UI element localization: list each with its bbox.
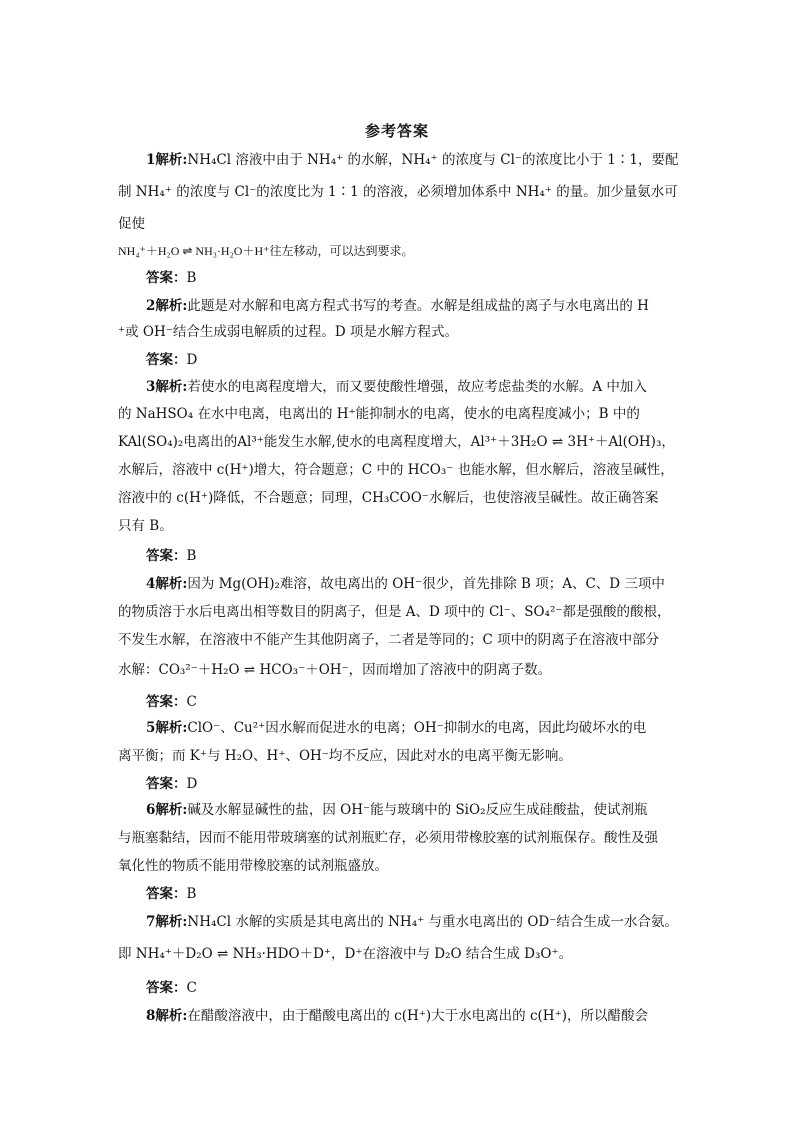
q8-label: 8解析: (146, 1008, 188, 1024)
q2-answer: 答案：D (146, 352, 198, 368)
q1-line-2: 制 NH₄⁺ 的浓度与 Cl⁻的浓度比为 1∶1 的溶液，必须增加体系中 NH₄⁺ 的量。加少量氨水可 (118, 184, 678, 200)
q1-line-3: 促使 (118, 216, 145, 232)
q3-line-2: 的 NaHSO₄ 在水中电离，电离出的 H⁺能抑制水的电离，使水的电离程度减小；B 中的 (118, 406, 640, 422)
q6-line-1: 6解析:碱及水解显碱性的盐，因 OH⁻能与玻璃中的 SiO₂反应生成硅酸盐，使试剂瓶 (146, 802, 648, 818)
q7-line-1: 7解析:NH₄Cl 水解的实质是其电离出的 NH₄⁺ 与重水电离出的 OD⁻结合生成一水合氨。 (146, 914, 678, 930)
q3-line-6: 只有 B。 (118, 518, 173, 534)
q2-line-2: ⁺或 OH⁻结合生成弱电解质的过程。D 项是水解方程式。 (118, 324, 458, 340)
q3-answer: 答案：B (146, 548, 197, 564)
q3-line-3: KAl(SO₄)₂电离出的Al³⁺能发生水解,使水的电离程度增大，Al³⁺＋3H₂O ⇌ 3H⁺＋Al(OH)₃， (118, 434, 675, 450)
q7-line-2: 即 NH₄⁺＋D₂O ⇌ NH₃·HDO＋D⁺，D⁺在溶液中与 D₂O 结合生成 D₃O⁺。 (118, 946, 573, 962)
q4-line-4: 水解：CO₃²⁻＋H₂O ⇌ HCO₃⁻＋OH⁻，因而增加了溶液中的阴离子数。 (118, 662, 552, 678)
q5-answer: 答案：D (146, 776, 198, 792)
q6-line-2: 与瓶塞黏结，因而不能用带玻璃塞的试剂瓶贮存，必须用带橡胶塞的试剂瓶保存。酸性及强 (118, 830, 658, 846)
q4-answer: 答案：C (146, 694, 197, 710)
q2-label: 2解析: (146, 298, 188, 314)
q4-line-2: 的物质溶于水后电离出相等数目的阴离子，但是 A、D 项中的 Cl⁻、SO₄²⁻都是强酸的酸根， (118, 604, 671, 620)
q4-line-3: 不发生水解，在溶液中不能产生其他阴离子，二者是等同的；C 项中的阴离子在溶液中部分 (118, 632, 660, 648)
q1-line-1: 1解析:NH₄Cl 溶液中由于 NH₄⁺ 的水解，NH₄⁺ 的浓度与 Cl⁻的浓度比小于 1∶1，要配 (146, 152, 679, 168)
q7-answer: 答案：C (146, 980, 197, 996)
q4-line-1: 4解析:因为 Mg(OH)₂难溶，故电离出的 OH⁻很少，首先排除 B 项；A、C、D 三项中 (146, 576, 665, 592)
q3-line-4: 水解后，溶液中 c(H⁺)增大，符合题意；C 中的 HCO₃⁻ 也能水解，但水解后，溶液呈碱性， (118, 462, 674, 478)
q6-line-3: 氧化性的物质不能用带橡胶塞的试剂瓶盛放。 (118, 858, 388, 874)
q1-answer: 答案：B (146, 270, 197, 286)
q6-answer: 答案：B (146, 886, 197, 902)
q7-label: 7解析: (146, 914, 188, 930)
q5-line-1: 5解析:ClO⁻、Cu²⁺因水解而促进水的电离；OH⁻抑制水的电离，因此均破坏水的电 (146, 720, 647, 736)
q8-line-1: 8解析:在醋酸溶液中，由于醋酸电离出的 c(H⁺)大于水电离出的 c(H⁺)，所以醋酸会 (146, 1008, 648, 1024)
q4-label: 4解析: (146, 576, 188, 592)
q3-line-5: 溶液中的 c(H⁺)降低，不合题意；同理，CH₃COO⁻水解后，也使溶液呈碱性。故正确答案 (118, 490, 659, 506)
page-title: 参考答案 (364, 122, 429, 140)
q2-line-1: 2解析:此题是对水解和电离方程式书写的考查。水解是组成盐的离子与水电离出的 H (146, 298, 649, 314)
q3-line-1: 3解析:若使水的电离程度增大，而又要使酸性增强，故应考虑盐类的水解。A 中加入 (146, 379, 647, 395)
q5-label: 5解析: (146, 720, 188, 736)
q1-label: 1解析: (146, 152, 188, 168)
q1-line-4: NH₄⁺＋H₂O ⇌ NH₃·H₂O＋H⁺往左移动，可以达到要求。 (118, 244, 414, 258)
q6-label: 6解析: (146, 802, 188, 818)
q3-label: 3解析: (146, 379, 188, 395)
q5-line-2: 离平衡；而 K⁺与 H₂O、H⁺、OH⁻均不反应，因此对水的电离平衡无影响。 (118, 748, 572, 764)
